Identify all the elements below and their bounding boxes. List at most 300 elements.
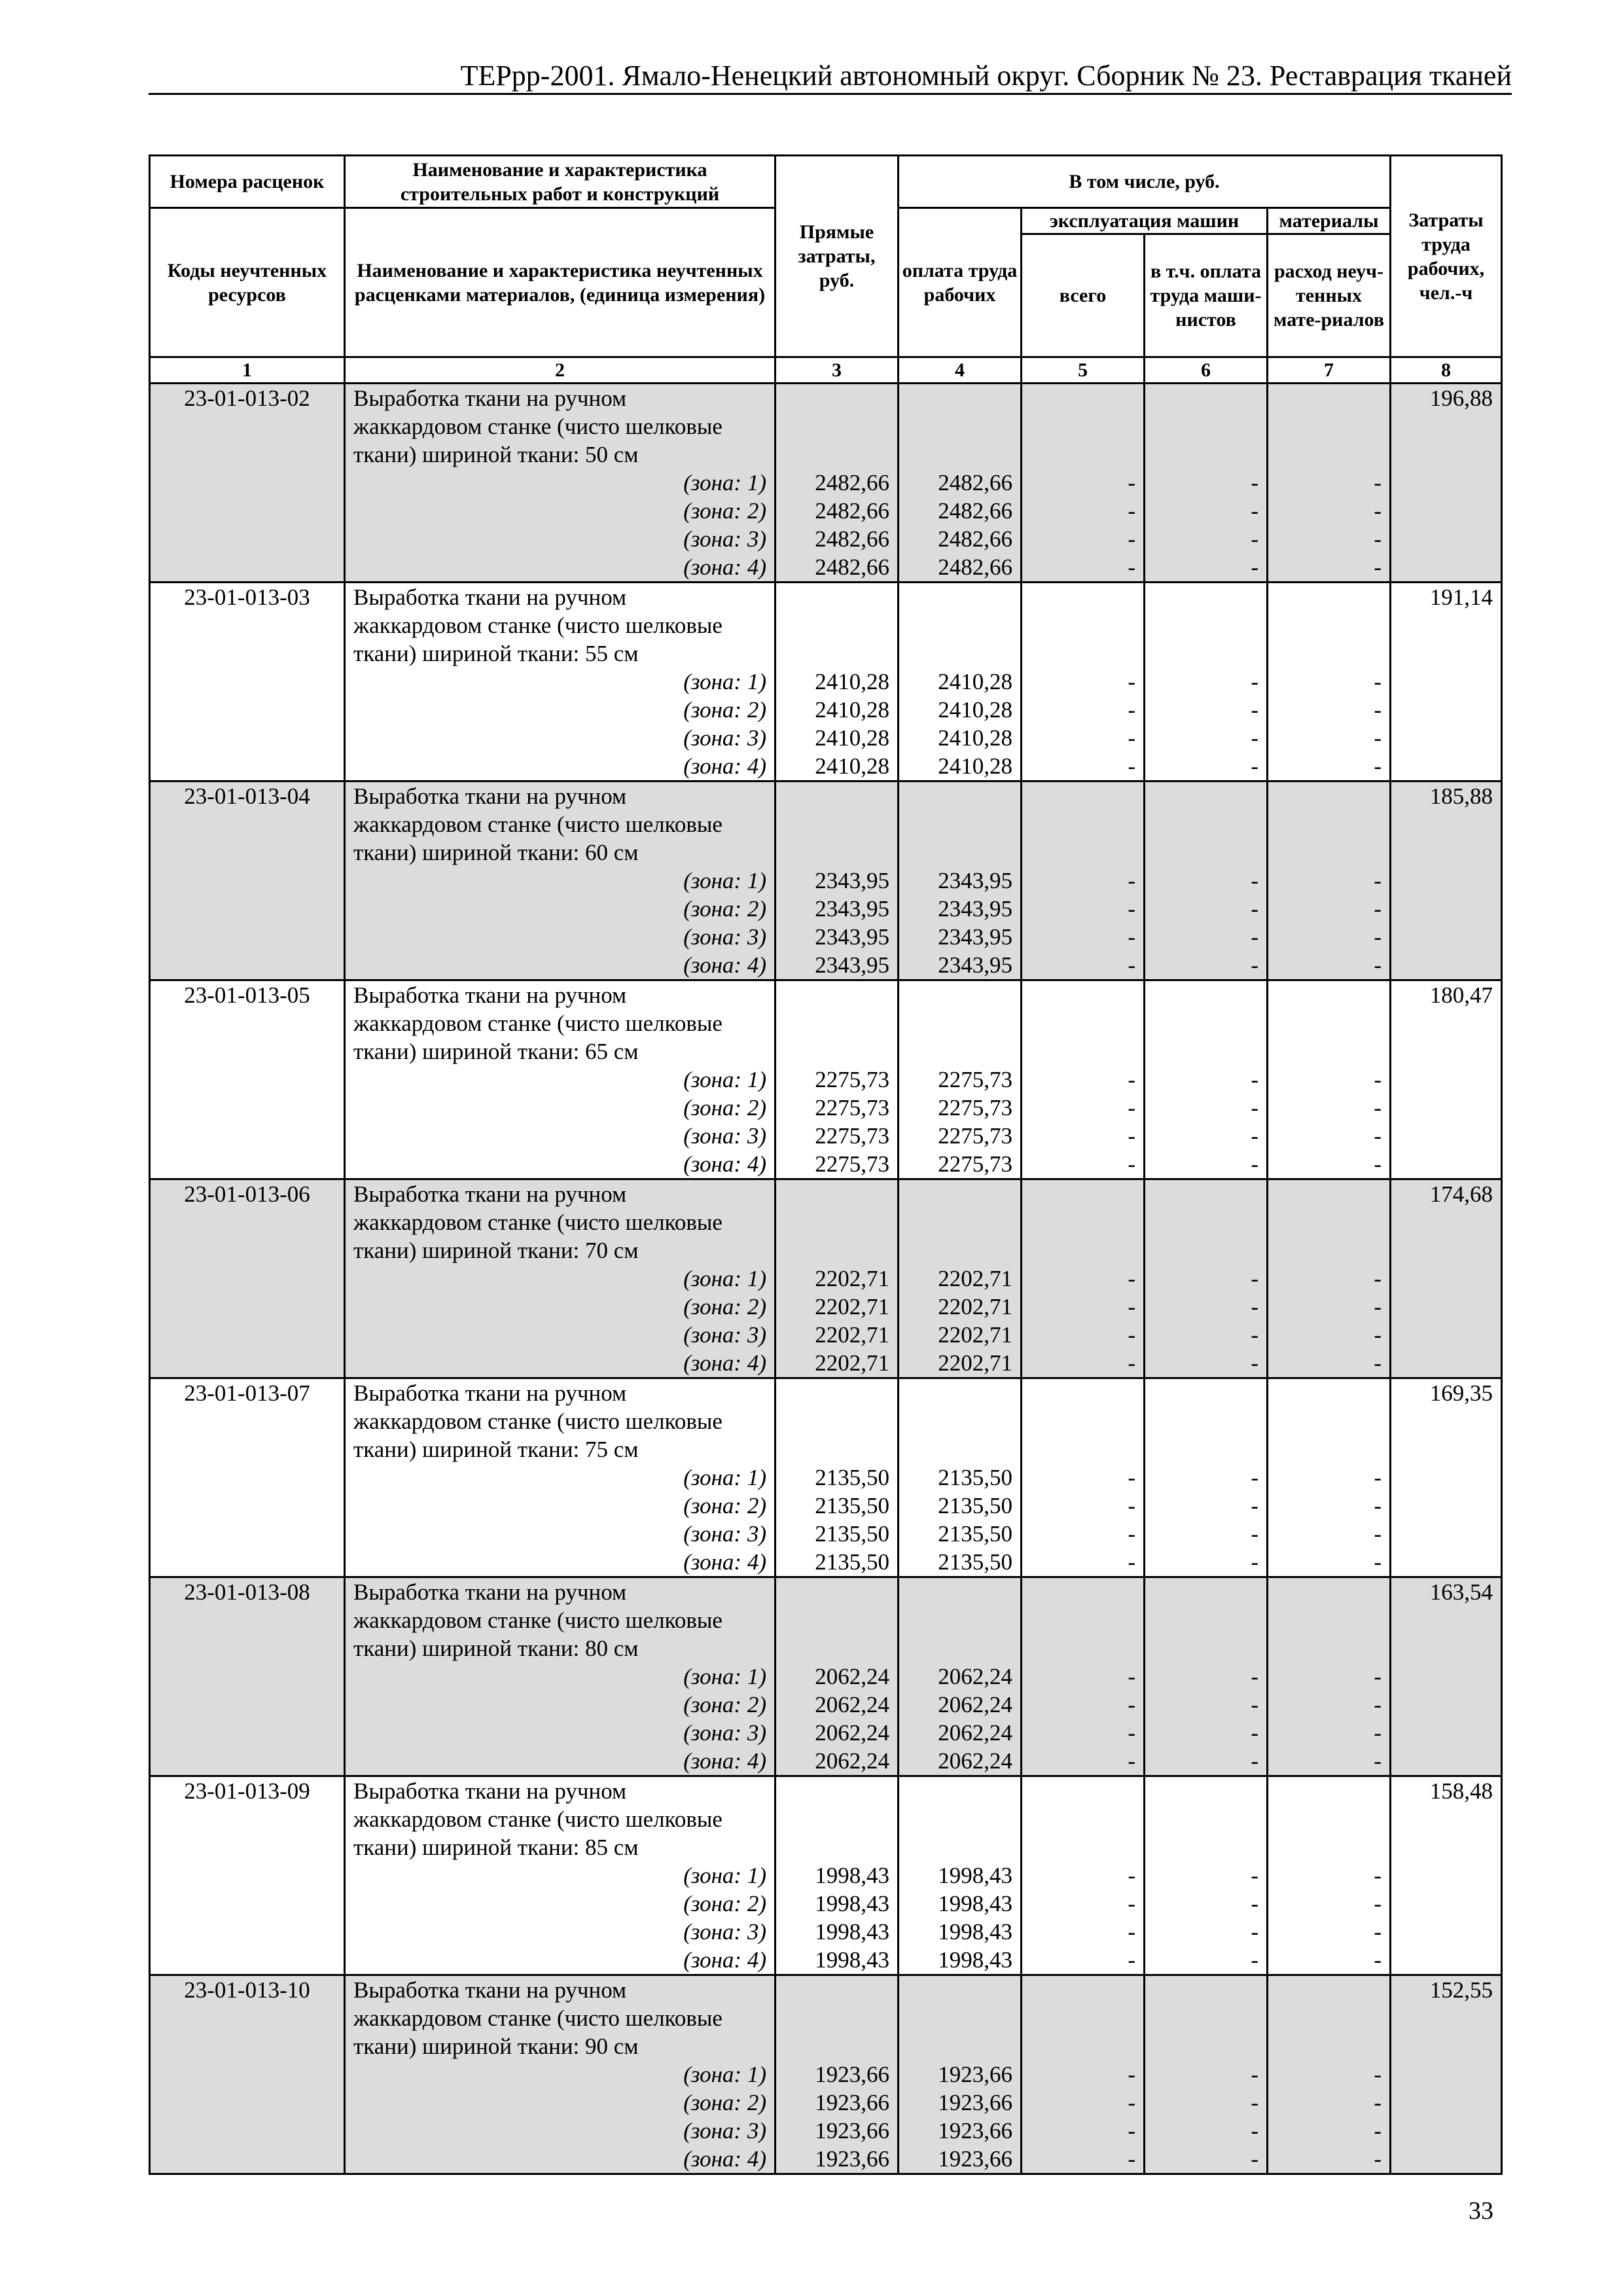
empty-cell bbox=[1145, 1833, 1268, 1861]
header-materials-name: Наименование и характеристика неучтенных расценками материалов, (единица измерения) bbox=[345, 208, 776, 357]
table-row bbox=[150, 1208, 1502, 1236]
zone-row bbox=[150, 525, 1502, 553]
empty-cell bbox=[1145, 583, 1268, 612]
direct-costs: 2410,28 bbox=[776, 724, 899, 752]
empty-cell bbox=[1145, 611, 1268, 639]
direct-costs: 1923,66 bbox=[776, 2060, 899, 2089]
material-use: - bbox=[1268, 1492, 1391, 1520]
empty-cell bbox=[1022, 2004, 1145, 2032]
empty-cell bbox=[150, 2089, 345, 2117]
empty-cell bbox=[1391, 1492, 1502, 1520]
machinists-pay: - bbox=[1145, 752, 1268, 781]
empty-cell bbox=[1268, 781, 1391, 811]
work-description: ткани) шириной ткани: 55 см bbox=[345, 639, 776, 668]
empty-cell bbox=[1022, 384, 1145, 413]
work-description: жаккардовом станке (чисто шелковые bbox=[345, 1407, 776, 1435]
empty-cell bbox=[150, 1407, 345, 1435]
empty-cell bbox=[1391, 525, 1502, 553]
labor-cost: 1998,43 bbox=[899, 1890, 1022, 1918]
zone-label: (зона: 2) bbox=[345, 696, 776, 724]
empty-cell bbox=[1268, 639, 1391, 668]
empty-cell bbox=[150, 1094, 345, 1122]
machines-total: - bbox=[1022, 469, 1145, 497]
empty-cell bbox=[776, 583, 899, 612]
machinists-pay: - bbox=[1145, 1691, 1268, 1719]
table-row bbox=[150, 1407, 1502, 1435]
header-machinists-pay: в т.ч. оплата труда маши-нистов bbox=[1145, 234, 1268, 357]
empty-cell bbox=[899, 412, 1022, 440]
machines-total: - bbox=[1022, 2117, 1145, 2145]
material-use: - bbox=[1268, 1265, 1391, 1293]
machines-total: - bbox=[1022, 1150, 1145, 1179]
zone-row bbox=[150, 1463, 1502, 1492]
machinists-pay: - bbox=[1145, 1293, 1268, 1321]
empty-cell bbox=[1391, 838, 1502, 867]
machinists-pay: - bbox=[1145, 1946, 1268, 1975]
machinists-pay: - bbox=[1145, 668, 1268, 696]
direct-costs: 2275,73 bbox=[776, 1094, 899, 1122]
empty-cell bbox=[776, 1378, 899, 1408]
column-number-row bbox=[150, 357, 1502, 384]
empty-cell bbox=[1022, 781, 1145, 811]
labor-hours: 158,48 bbox=[1391, 1776, 1502, 1806]
empty-cell bbox=[776, 1577, 899, 1607]
empty-cell bbox=[776, 440, 899, 469]
labor-hours: 152,55 bbox=[1391, 1975, 1502, 2005]
zone-label: (зона: 1) bbox=[345, 867, 776, 895]
empty-cell bbox=[776, 2004, 899, 2032]
material-use: - bbox=[1268, 2089, 1391, 2117]
direct-costs: 1923,66 bbox=[776, 2089, 899, 2117]
machinists-pay: - bbox=[1145, 497, 1268, 525]
machines-total: - bbox=[1022, 2145, 1145, 2174]
machinists-pay: - bbox=[1145, 1719, 1268, 1747]
empty-cell bbox=[1391, 1265, 1502, 1293]
empty-cell bbox=[899, 1009, 1022, 1037]
empty-cell bbox=[899, 1606, 1022, 1634]
empty-cell bbox=[1268, 1009, 1391, 1037]
work-description: жаккардовом станке (чисто шелковые bbox=[345, 810, 776, 838]
empty-cell bbox=[150, 2117, 345, 2145]
empty-cell bbox=[150, 1890, 345, 1918]
work-description: ткани) шириной ткани: 65 см bbox=[345, 1037, 776, 1066]
material-use: - bbox=[1268, 2060, 1391, 2089]
direct-costs: 2275,73 bbox=[776, 1150, 899, 1179]
machinists-pay: - bbox=[1145, 951, 1268, 980]
empty-cell bbox=[1268, 2004, 1391, 2032]
rate-code: 23-01-013-10 bbox=[150, 1975, 345, 2005]
empty-cell bbox=[776, 1435, 899, 1463]
header-machines: эксплуатация машин bbox=[1022, 208, 1268, 234]
material-use: - bbox=[1268, 1747, 1391, 1776]
labor-cost: 1998,43 bbox=[899, 1946, 1022, 1975]
machines-total: - bbox=[1022, 696, 1145, 724]
empty-cell bbox=[150, 2145, 345, 2174]
machinists-pay: - bbox=[1145, 469, 1268, 497]
work-description: жаккардовом станке (чисто шелковые bbox=[345, 1805, 776, 1833]
zone-row bbox=[150, 1747, 1502, 1776]
empty-cell bbox=[150, 2060, 345, 2089]
direct-costs: 2062,24 bbox=[776, 1719, 899, 1747]
machines-total: - bbox=[1022, 1321, 1145, 1349]
empty-cell bbox=[776, 611, 899, 639]
work-description: жаккардовом станке (чисто шелковые bbox=[345, 412, 776, 440]
machinists-pay: - bbox=[1145, 923, 1268, 951]
direct-costs: 2410,28 bbox=[776, 668, 899, 696]
machines-total: - bbox=[1022, 1520, 1145, 1548]
empty-cell bbox=[1022, 1236, 1145, 1265]
table-body bbox=[150, 384, 1502, 2174]
machines-total: - bbox=[1022, 1918, 1145, 1946]
empty-cell bbox=[1268, 1606, 1391, 1634]
table-row bbox=[150, 1975, 1502, 2005]
zone-row bbox=[150, 1293, 1502, 1321]
empty-cell bbox=[1022, 639, 1145, 668]
column-number: 5 bbox=[1022, 357, 1145, 384]
machines-total: - bbox=[1022, 1946, 1145, 1975]
machinists-pay: - bbox=[1145, 1122, 1268, 1150]
labor-cost: 2410,28 bbox=[899, 724, 1022, 752]
work-description: Выработка ткани на ручном bbox=[345, 384, 776, 413]
empty-cell bbox=[150, 1321, 345, 1349]
zone-label: (зона: 1) bbox=[345, 1861, 776, 1890]
empty-cell bbox=[150, 951, 345, 980]
machinists-pay: - bbox=[1145, 724, 1268, 752]
header-labor: Затраты труда рабочих, чел.-ч bbox=[1391, 156, 1502, 357]
empty-cell bbox=[776, 1407, 899, 1435]
empty-cell bbox=[1022, 440, 1145, 469]
empty-cell bbox=[1145, 1577, 1268, 1607]
empty-cell bbox=[150, 1548, 345, 1577]
labor-cost: 1923,66 bbox=[899, 2117, 1022, 2145]
empty-cell bbox=[1145, 1208, 1268, 1236]
empty-cell bbox=[150, 553, 345, 583]
empty-cell bbox=[1391, 1520, 1502, 1548]
empty-cell bbox=[1391, 1435, 1502, 1463]
zone-label: (зона: 3) bbox=[345, 1918, 776, 1946]
empty-cell bbox=[899, 1236, 1022, 1265]
work-description: Выработка ткани на ручном bbox=[345, 1577, 776, 1607]
direct-costs: 1923,66 bbox=[776, 2145, 899, 2174]
machinists-pay: - bbox=[1145, 1321, 1268, 1349]
empty-cell bbox=[1022, 583, 1145, 612]
zone-label: (зона: 4) bbox=[345, 553, 776, 583]
direct-costs: 2202,71 bbox=[776, 1293, 899, 1321]
direct-costs: 2343,95 bbox=[776, 895, 899, 923]
labor-cost: 2202,71 bbox=[899, 1265, 1022, 1293]
empty-cell bbox=[1391, 497, 1502, 525]
zone-row bbox=[150, 1719, 1502, 1747]
empty-cell bbox=[899, 1179, 1022, 1209]
work-description: Выработка ткани на ручном bbox=[345, 1776, 776, 1806]
material-use: - bbox=[1268, 923, 1391, 951]
empty-cell bbox=[1145, 810, 1268, 838]
header-resource-codes: Коды неучтенных ресурсов bbox=[150, 208, 345, 357]
machines-total: - bbox=[1022, 1691, 1145, 1719]
empty-cell bbox=[1391, 1719, 1502, 1747]
empty-cell bbox=[150, 1861, 345, 1890]
labor-hours: 196,88 bbox=[1391, 384, 1502, 413]
labor-cost: 2410,28 bbox=[899, 668, 1022, 696]
table-row bbox=[150, 810, 1502, 838]
empty-cell bbox=[150, 1463, 345, 1492]
empty-cell bbox=[1391, 1463, 1502, 1492]
direct-costs: 1923,66 bbox=[776, 2117, 899, 2145]
empty-cell bbox=[1268, 1577, 1391, 1607]
labor-cost: 1923,66 bbox=[899, 2145, 1022, 2174]
empty-cell bbox=[776, 412, 899, 440]
machinists-pay: - bbox=[1145, 2145, 1268, 2174]
rate-code: 23-01-013-03 bbox=[150, 583, 345, 612]
empty-cell bbox=[1391, 553, 1502, 583]
empty-cell bbox=[1022, 838, 1145, 867]
header-direct-costs: Прямые затраты, руб. bbox=[776, 156, 899, 357]
labor-cost: 2135,50 bbox=[899, 1548, 1022, 1577]
empty-cell bbox=[150, 1918, 345, 1946]
labor-hours: 169,35 bbox=[1391, 1378, 1502, 1408]
work-description: ткани) шириной ткани: 90 см bbox=[345, 2032, 776, 2060]
table-row bbox=[150, 1577, 1502, 1607]
zone-row bbox=[150, 2089, 1502, 2117]
machines-total: - bbox=[1022, 2060, 1145, 2089]
material-use: - bbox=[1268, 1463, 1391, 1492]
machines-total: - bbox=[1022, 2089, 1145, 2117]
empty-cell bbox=[150, 1691, 345, 1719]
empty-cell bbox=[1022, 1577, 1145, 1607]
direct-costs: 2343,95 bbox=[776, 951, 899, 980]
work-description: жаккардовом станке (чисто шелковые bbox=[345, 1009, 776, 1037]
work-description: ткани) шириной ткани: 80 см bbox=[345, 1634, 776, 1662]
zone-label: (зона: 4) bbox=[345, 1548, 776, 1577]
zone-row bbox=[150, 951, 1502, 980]
empty-cell bbox=[1145, 1378, 1268, 1408]
empty-cell bbox=[1145, 1975, 1268, 2005]
machinists-pay: - bbox=[1145, 2089, 1268, 2117]
zone-label: (зона: 1) bbox=[345, 1265, 776, 1293]
direct-costs: 2482,66 bbox=[776, 497, 899, 525]
empty-cell bbox=[1268, 810, 1391, 838]
empty-cell bbox=[1391, 2004, 1502, 2032]
labor-cost: 1923,66 bbox=[899, 2089, 1022, 2117]
column-number: 6 bbox=[1145, 357, 1268, 384]
empty-cell bbox=[1391, 1634, 1502, 1662]
table-row bbox=[150, 2004, 1502, 2032]
labor-hours: 180,47 bbox=[1391, 980, 1502, 1010]
machinists-pay: - bbox=[1145, 1066, 1268, 1094]
table-row bbox=[150, 980, 1502, 1010]
zone-label: (зона: 4) bbox=[345, 1946, 776, 1975]
empty-cell bbox=[899, 1407, 1022, 1435]
empty-cell bbox=[1268, 384, 1391, 413]
direct-costs: 2410,28 bbox=[776, 696, 899, 724]
table-row bbox=[150, 838, 1502, 867]
header-including: В том числе, руб. bbox=[899, 156, 1391, 208]
empty-cell bbox=[150, 1833, 345, 1861]
machines-total: - bbox=[1022, 951, 1145, 980]
table-row bbox=[150, 1606, 1502, 1634]
zone-label: (зона: 1) bbox=[345, 2060, 776, 2089]
zone-row bbox=[150, 1861, 1502, 1890]
empty-cell bbox=[150, 696, 345, 724]
empty-cell bbox=[776, 1634, 899, 1662]
empty-cell bbox=[899, 1435, 1022, 1463]
empty-cell bbox=[1145, 1407, 1268, 1435]
empty-cell bbox=[1391, 440, 1502, 469]
empty-cell bbox=[1391, 2117, 1502, 2145]
material-use: - bbox=[1268, 1890, 1391, 1918]
empty-cell bbox=[1391, 810, 1502, 838]
work-description: Выработка ткани на ручном bbox=[345, 1975, 776, 2005]
labor-cost: 1923,66 bbox=[899, 2060, 1022, 2089]
empty-cell bbox=[150, 1435, 345, 1463]
material-use: - bbox=[1268, 668, 1391, 696]
material-use: - bbox=[1268, 1293, 1391, 1321]
table-row bbox=[150, 1236, 1502, 1265]
zone-label: (зона: 2) bbox=[345, 497, 776, 525]
direct-costs: 2062,24 bbox=[776, 1662, 899, 1691]
direct-costs: 2343,95 bbox=[776, 923, 899, 951]
machines-total: - bbox=[1022, 668, 1145, 696]
zone-row bbox=[150, 1094, 1502, 1122]
rate-code: 23-01-013-07 bbox=[150, 1378, 345, 1408]
empty-cell bbox=[150, 1236, 345, 1265]
machines-total: - bbox=[1022, 724, 1145, 752]
empty-cell bbox=[150, 1634, 345, 1662]
zone-row bbox=[150, 1349, 1502, 1378]
empty-cell bbox=[1022, 1776, 1145, 1806]
empty-cell bbox=[150, 1265, 345, 1293]
table-row bbox=[150, 384, 1502, 413]
empty-cell bbox=[150, 724, 345, 752]
machinists-pay: - bbox=[1145, 1492, 1268, 1520]
labor-cost: 2202,71 bbox=[899, 1293, 1022, 1321]
column-number: 7 bbox=[1268, 357, 1391, 384]
labor-cost: 2202,71 bbox=[899, 1321, 1022, 1349]
empty-cell bbox=[1145, 1634, 1268, 1662]
empty-cell bbox=[1391, 668, 1502, 696]
empty-cell bbox=[1268, 1634, 1391, 1662]
table-row bbox=[150, 440, 1502, 469]
labor-cost: 2482,66 bbox=[899, 497, 1022, 525]
empty-cell bbox=[899, 838, 1022, 867]
zone-row bbox=[150, 1520, 1502, 1548]
empty-cell bbox=[899, 1634, 1022, 1662]
empty-cell bbox=[150, 1122, 345, 1150]
column-number: 1 bbox=[150, 357, 345, 384]
machines-total: - bbox=[1022, 1265, 1145, 1293]
machines-total: - bbox=[1022, 525, 1145, 553]
material-use: - bbox=[1268, 1520, 1391, 1548]
empty-cell bbox=[1268, 2032, 1391, 2060]
labor-cost: 2343,95 bbox=[899, 895, 1022, 923]
machinists-pay: - bbox=[1145, 553, 1268, 583]
labor-hours: 185,88 bbox=[1391, 781, 1502, 811]
zone-label: (зона: 3) bbox=[345, 923, 776, 951]
empty-cell bbox=[1022, 1407, 1145, 1435]
direct-costs: 1998,43 bbox=[776, 1890, 899, 1918]
empty-cell bbox=[1391, 1349, 1502, 1378]
header-work-name: Наименование и характеристика строительных работ и конструкций bbox=[345, 156, 776, 208]
header-labor-cost: оплата труда рабочих bbox=[899, 208, 1022, 357]
zone-row bbox=[150, 1548, 1502, 1577]
labor-cost: 1998,43 bbox=[899, 1861, 1022, 1890]
direct-costs: 2202,71 bbox=[776, 1321, 899, 1349]
material-use: - bbox=[1268, 1548, 1391, 1577]
empty-cell bbox=[1268, 1037, 1391, 1066]
direct-costs: 2135,50 bbox=[776, 1492, 899, 1520]
empty-cell bbox=[1145, 838, 1268, 867]
empty-cell bbox=[1022, 412, 1145, 440]
machinists-pay: - bbox=[1145, 525, 1268, 553]
direct-costs: 2135,50 bbox=[776, 1463, 899, 1492]
labor-hours: 191,14 bbox=[1391, 583, 1502, 612]
work-description: жаккардовом станке (чисто шелковые bbox=[345, 1606, 776, 1634]
page-number: 33 bbox=[1469, 2197, 1493, 2225]
empty-cell bbox=[1022, 1435, 1145, 1463]
empty-cell bbox=[1268, 412, 1391, 440]
labor-cost: 2482,66 bbox=[899, 525, 1022, 553]
empty-cell bbox=[1391, 752, 1502, 781]
direct-costs: 2135,50 bbox=[776, 1548, 899, 1577]
labor-cost: 2062,24 bbox=[899, 1662, 1022, 1691]
rate-code: 23-01-013-06 bbox=[150, 1179, 345, 1209]
zone-row bbox=[150, 553, 1502, 583]
empty-cell bbox=[776, 1236, 899, 1265]
empty-cell bbox=[1145, 2032, 1268, 2060]
zone-row bbox=[150, 1946, 1502, 1975]
empty-cell bbox=[776, 1208, 899, 1236]
empty-cell bbox=[1391, 895, 1502, 923]
empty-cell bbox=[1022, 980, 1145, 1010]
empty-cell bbox=[1268, 1208, 1391, 1236]
labor-cost: 2482,66 bbox=[899, 469, 1022, 497]
work-description: ткани) шириной ткани: 60 см bbox=[345, 838, 776, 867]
zone-row bbox=[150, 668, 1502, 696]
empty-cell bbox=[150, 1293, 345, 1321]
empty-cell bbox=[776, 1805, 899, 1833]
zone-label: (зона: 2) bbox=[345, 1094, 776, 1122]
empty-cell bbox=[1268, 838, 1391, 867]
direct-costs: 1998,43 bbox=[776, 1946, 899, 1975]
material-use: - bbox=[1268, 553, 1391, 583]
empty-cell bbox=[1145, 384, 1268, 413]
table-row bbox=[150, 1776, 1502, 1806]
empty-cell bbox=[150, 611, 345, 639]
empty-cell bbox=[1268, 1833, 1391, 1861]
zone-row bbox=[150, 1150, 1502, 1179]
empty-cell bbox=[899, 1975, 1022, 2005]
labor-cost: 2135,50 bbox=[899, 1463, 1022, 1492]
empty-cell bbox=[1145, 1009, 1268, 1037]
header-rule bbox=[149, 93, 1512, 95]
empty-cell bbox=[1268, 440, 1391, 469]
empty-cell bbox=[1391, 1009, 1502, 1037]
machinists-pay: - bbox=[1145, 1349, 1268, 1378]
empty-cell bbox=[150, 1009, 345, 1037]
empty-cell bbox=[150, 668, 345, 696]
work-description: Выработка ткани на ручном bbox=[345, 1179, 776, 1209]
empty-cell bbox=[776, 980, 899, 1010]
empty-cell bbox=[1391, 1037, 1502, 1066]
zone-label: (зона: 1) bbox=[345, 1066, 776, 1094]
empty-cell bbox=[899, 1378, 1022, 1408]
labor-hours: 174,68 bbox=[1391, 1179, 1502, 1209]
empty-cell bbox=[150, 412, 345, 440]
empty-cell bbox=[1391, 1918, 1502, 1946]
machines-total: - bbox=[1022, 553, 1145, 583]
direct-costs: 2135,50 bbox=[776, 1520, 899, 1548]
machines-total: - bbox=[1022, 1293, 1145, 1321]
